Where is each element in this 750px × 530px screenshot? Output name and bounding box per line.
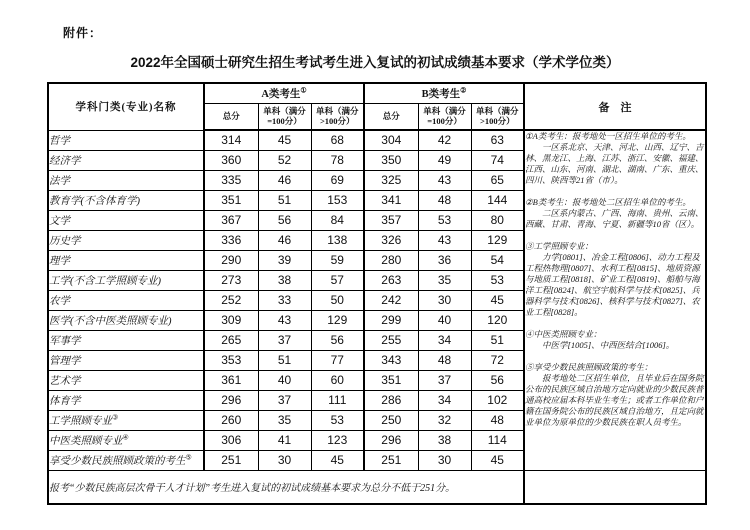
score-cell-a-total: 309 xyxy=(204,310,258,330)
score-cell-b-total: 341 xyxy=(364,190,418,210)
score-cell-a-single-gt100: 153 xyxy=(311,190,364,210)
score-cell-a-single-gt100: 123 xyxy=(311,430,364,450)
score-cell-b-single-eq100: 43 xyxy=(418,230,471,250)
footnote-marker: ⑤ xyxy=(185,453,192,461)
score-cell-a-total: 251 xyxy=(204,450,258,470)
score-cell-a-single-gt100: 78 xyxy=(311,150,364,170)
subject-cell xyxy=(48,290,204,310)
score-cell-b-single-eq100: 48 xyxy=(418,190,471,210)
score-cell-b-total: 280 xyxy=(364,250,418,270)
score-cell-b-single-eq100: 34 xyxy=(418,390,471,410)
score-cell-b-total: 304 xyxy=(364,130,418,150)
subject-label: 经济学 xyxy=(49,155,81,167)
header-b-single-eq100: 单科（满分=100分） xyxy=(418,103,471,130)
header-group-a-label: A类考生 xyxy=(261,88,301,100)
remark-paragraph: 一区系北京、天津、河北、山西、辽宁、吉林、黑龙江、上海、江苏、浙江、安徽、福建、江西、山东、河南、湖北、湖南、广东、重庆、四川、陕西等21省（市）。 xyxy=(525,142,704,185)
score-cell-a-total: 360 xyxy=(204,150,258,170)
subject-label: 中医类照顾专业 xyxy=(49,435,123,447)
score-cell-a-single-gt100: 138 xyxy=(311,230,364,250)
score-table xyxy=(47,82,707,505)
score-cell-a-total: 335 xyxy=(204,170,258,190)
subject-cell xyxy=(48,370,204,390)
header-group-b-label: B类考生 xyxy=(421,88,461,100)
subject-cell xyxy=(48,330,204,350)
remark-paragraph: 报考地处二区招生单位，且毕业后在国务院公布的民族区域自治地方定向就业的少数民族普通高校应届本科毕业生考生；或者工作单位和户籍在国务院公布的民族区域自治地方，且定向就业单位为原单位的少数民族在职人员考生。 xyxy=(525,373,704,427)
score-cell-b-single-gt100: 45 xyxy=(471,450,524,470)
score-cell-a-single-gt100: 50 xyxy=(311,290,364,310)
subject-cell xyxy=(48,350,204,370)
footnote-marker: ③ xyxy=(112,413,119,421)
score-cell-b-single-gt100: 129 xyxy=(471,230,524,250)
score-cell-b-single-eq100: 42 xyxy=(418,130,471,150)
subject-cell xyxy=(48,310,204,330)
subject-label: 享受少数民族照顾政策的考生 xyxy=(49,455,186,467)
header-a-total: 总分 xyxy=(204,103,258,130)
score-cell-a-single-eq100: 51 xyxy=(258,190,311,210)
score-cell-b-single-eq100: 53 xyxy=(418,210,471,230)
score-cell-a-total: 336 xyxy=(204,230,258,250)
score-cell-b-total: 325 xyxy=(364,170,418,190)
attachment-label: 附件： xyxy=(63,26,103,40)
score-cell-b-single-eq100: 34 xyxy=(418,330,471,350)
subject-label: 哲学 xyxy=(49,135,70,147)
subject-cell xyxy=(48,430,204,450)
score-cell-a-total: 314 xyxy=(204,130,258,150)
remark-paragraph: ①A类考生：报考地处一区招生单位的考生。 xyxy=(525,131,691,141)
subject-cell xyxy=(48,230,204,250)
score-cell-a-single-gt100: 129 xyxy=(311,310,364,330)
subject-label: 体育学 xyxy=(49,395,81,407)
score-cell-a-single-eq100: 43 xyxy=(258,310,311,330)
header-group-a xyxy=(204,83,364,103)
subject-label: 军事学 xyxy=(49,335,81,347)
subject-cell xyxy=(48,210,204,230)
subject-cell xyxy=(48,410,204,430)
subject-cell xyxy=(48,390,204,410)
score-cell-a-single-eq100: 37 xyxy=(258,330,311,350)
score-cell-b-single-eq100: 30 xyxy=(418,450,471,470)
score-cell-a-single-gt100: 60 xyxy=(311,370,364,390)
score-cell-a-single-gt100: 57 xyxy=(311,270,364,290)
subject-label: 历史学 xyxy=(49,235,81,247)
score-cell-b-total: 242 xyxy=(364,290,418,310)
score-cell-b-total: 299 xyxy=(364,310,418,330)
score-cell-b-single-eq100: 32 xyxy=(418,410,471,430)
score-cell-a-total: 273 xyxy=(204,270,258,290)
score-cell-a-single-eq100: 33 xyxy=(258,290,311,310)
score-cell-a-single-eq100: 51 xyxy=(258,350,311,370)
score-cell-a-single-gt100: 111 xyxy=(311,390,364,410)
remark-paragraph: ③工学照顾专业： xyxy=(525,241,594,251)
subject-label: 艺术学 xyxy=(49,375,81,387)
subject-label: 法学 xyxy=(49,175,70,187)
score-cell-a-single-gt100: 77 xyxy=(311,350,364,370)
score-cell-a-single-eq100: 30 xyxy=(258,450,311,470)
subject-label: 农学 xyxy=(49,295,70,307)
subject-label: 文学 xyxy=(49,215,70,227)
score-cell-b-total: 350 xyxy=(364,150,418,170)
score-cell-b-single-eq100: 38 xyxy=(418,430,471,450)
header-b-total: 总分 xyxy=(364,103,418,130)
subject-cell xyxy=(48,250,204,270)
score-cell-a-single-gt100: 69 xyxy=(311,170,364,190)
score-cell-a-total: 260 xyxy=(204,410,258,430)
score-cell-b-total: 250 xyxy=(364,410,418,430)
score-cell-b-total: 296 xyxy=(364,430,418,450)
subject-label: 理学 xyxy=(49,255,70,267)
score-cell-a-single-eq100: 56 xyxy=(258,210,311,230)
score-cell-a-total: 351 xyxy=(204,190,258,210)
subject-cell xyxy=(48,150,204,170)
score-cell-a-single-eq100: 41 xyxy=(258,430,311,450)
score-cell-b-total: 286 xyxy=(364,390,418,410)
score-cell-b-single-gt100: 144 xyxy=(471,190,524,210)
score-cell-a-single-gt100: 59 xyxy=(311,250,364,270)
header-remarks: 备 注 xyxy=(524,83,706,130)
score-cell-a-total: 290 xyxy=(204,250,258,270)
score-cell-b-total: 351 xyxy=(364,370,418,390)
header-a-single-eq100: 单科（满分=100分） xyxy=(258,103,311,130)
score-cell-b-single-gt100: 54 xyxy=(471,250,524,270)
score-cell-b-single-gt100: 56 xyxy=(471,370,524,390)
score-cell-b-total: 343 xyxy=(364,350,418,370)
score-cell-b-single-gt100: 45 xyxy=(471,290,524,310)
score-cell-b-single-gt100: 120 xyxy=(471,310,524,330)
score-cell-b-single-gt100: 65 xyxy=(471,170,524,190)
remark-paragraph: ②B类考生：报考地处二区招生单位的考生。 xyxy=(525,197,691,207)
subject-label: 医学(不含中医类照顾专业) xyxy=(49,315,172,327)
score-cell-b-single-eq100: 36 xyxy=(418,250,471,270)
score-cell-b-single-gt100: 102 xyxy=(471,390,524,410)
score-cell-b-total: 255 xyxy=(364,330,418,350)
header-b-single-gt100: 单科（满分>100分） xyxy=(471,103,524,130)
score-cell-b-single-eq100: 48 xyxy=(418,350,471,370)
remarks-cell xyxy=(524,130,706,470)
score-cell-b-total: 357 xyxy=(364,210,418,230)
subject-label: 工学(不含工学照顾专业) xyxy=(49,275,161,287)
score-cell-a-single-eq100: 35 xyxy=(258,410,311,430)
score-cell-a-total: 296 xyxy=(204,390,258,410)
score-cell-b-single-gt100: 74 xyxy=(471,150,524,170)
remark-paragraph: ⑤享受少数民族照顾政策的考生： xyxy=(525,362,653,372)
remark-paragraph: 二区系内蒙古、广西、海南、贵州、云南、西藏、甘肃、青海、宁夏、新疆等10省（区）。 xyxy=(525,208,704,229)
score-cell-a-total: 367 xyxy=(204,210,258,230)
subject-cell xyxy=(48,190,204,210)
score-cell-a-single-gt100: 68 xyxy=(311,130,364,150)
score-cell-a-total: 361 xyxy=(204,370,258,390)
score-cell-a-single-gt100: 84 xyxy=(311,210,364,230)
score-cell-b-single-gt100: 53 xyxy=(471,270,524,290)
score-cell-a-total: 252 xyxy=(204,290,258,310)
score-cell-a-single-eq100: 46 xyxy=(258,230,311,250)
score-cell-a-single-gt100: 53 xyxy=(311,410,364,430)
subject-label: 工学照顾专业 xyxy=(49,415,112,427)
table-row xyxy=(48,130,706,150)
score-cell-b-single-gt100: 72 xyxy=(471,350,524,370)
score-cell-a-single-eq100: 45 xyxy=(258,130,311,150)
remark-paragraph: 中医学[1005]、中西医结合[1006]。 xyxy=(542,340,675,350)
page-title: 2022年全国硕士研究生招生考试考生进入复试的初试成绩基本要求（学术学位类） xyxy=(130,55,620,70)
subject-cell xyxy=(48,130,204,150)
score-cell-b-single-eq100: 40 xyxy=(418,310,471,330)
score-cell-b-single-eq100: 43 xyxy=(418,170,471,190)
subject-label: 管理学 xyxy=(49,355,81,367)
footnote-marker: ④ xyxy=(122,433,129,441)
score-cell-b-single-gt100: 48 xyxy=(471,410,524,430)
score-cell-a-single-gt100: 45 xyxy=(311,450,364,470)
score-cell-a-single-eq100: 46 xyxy=(258,170,311,190)
footer-note: 报考“少数民族高层次骨干人才计划”考生进入复试的初试成绩基本要求为总分不低于251分。 xyxy=(48,470,524,504)
score-cell-b-single-gt100: 51 xyxy=(471,330,524,350)
score-cell-a-single-eq100: 39 xyxy=(258,250,311,270)
remark-paragraph: ④中医类照顾专业： xyxy=(525,329,602,339)
score-cell-b-single-gt100: 114 xyxy=(471,430,524,450)
score-cell-a-single-eq100: 38 xyxy=(258,270,311,290)
score-cell-a-single-eq100: 37 xyxy=(258,390,311,410)
subject-label: 教育学(不含体育学) xyxy=(49,195,140,207)
header-group-b xyxy=(364,83,524,103)
subject-cell xyxy=(48,170,204,190)
score-cell-a-single-eq100: 52 xyxy=(258,150,311,170)
score-cell-a-single-gt100: 56 xyxy=(311,330,364,350)
remark-paragraph: 力学[0801]、冶金工程[0806]、动力工程及工程热物理[0807]、水利工程[0815]、地质资源与地质工程[0818]、矿业工程[0819]、船舶与海洋工程[0824]、航空宇航科学与技术[0825]、兵器科学与技术[0826]、核科学与技术[0827]、农业工程[0828]。 xyxy=(525,252,700,317)
score-cell-a-total: 353 xyxy=(204,350,258,370)
score-cell-a-total: 306 xyxy=(204,430,258,450)
header-a-single-gt100: 单科（满分>100分） xyxy=(311,103,364,130)
score-cell-a-single-eq100: 40 xyxy=(258,370,311,390)
score-cell-a-total: 265 xyxy=(204,330,258,350)
header-subject-column: 学科门类(专业)名称 xyxy=(48,83,204,130)
score-cell-b-single-eq100: 30 xyxy=(418,290,471,310)
score-cell-b-single-eq100: 37 xyxy=(418,370,471,390)
footnote-marker-1: ① xyxy=(300,86,307,95)
score-cell-b-total: 326 xyxy=(364,230,418,250)
score-cell-b-total: 263 xyxy=(364,270,418,290)
footnote-marker-2: ② xyxy=(460,86,467,95)
subject-cell xyxy=(48,450,204,470)
score-cell-b-total: 251 xyxy=(364,450,418,470)
subject-cell xyxy=(48,270,204,290)
score-cell-b-single-eq100: 35 xyxy=(418,270,471,290)
score-cell-b-single-eq100: 49 xyxy=(418,150,471,170)
score-cell-b-single-gt100: 63 xyxy=(471,130,524,150)
score-cell-b-single-gt100: 80 xyxy=(471,210,524,230)
